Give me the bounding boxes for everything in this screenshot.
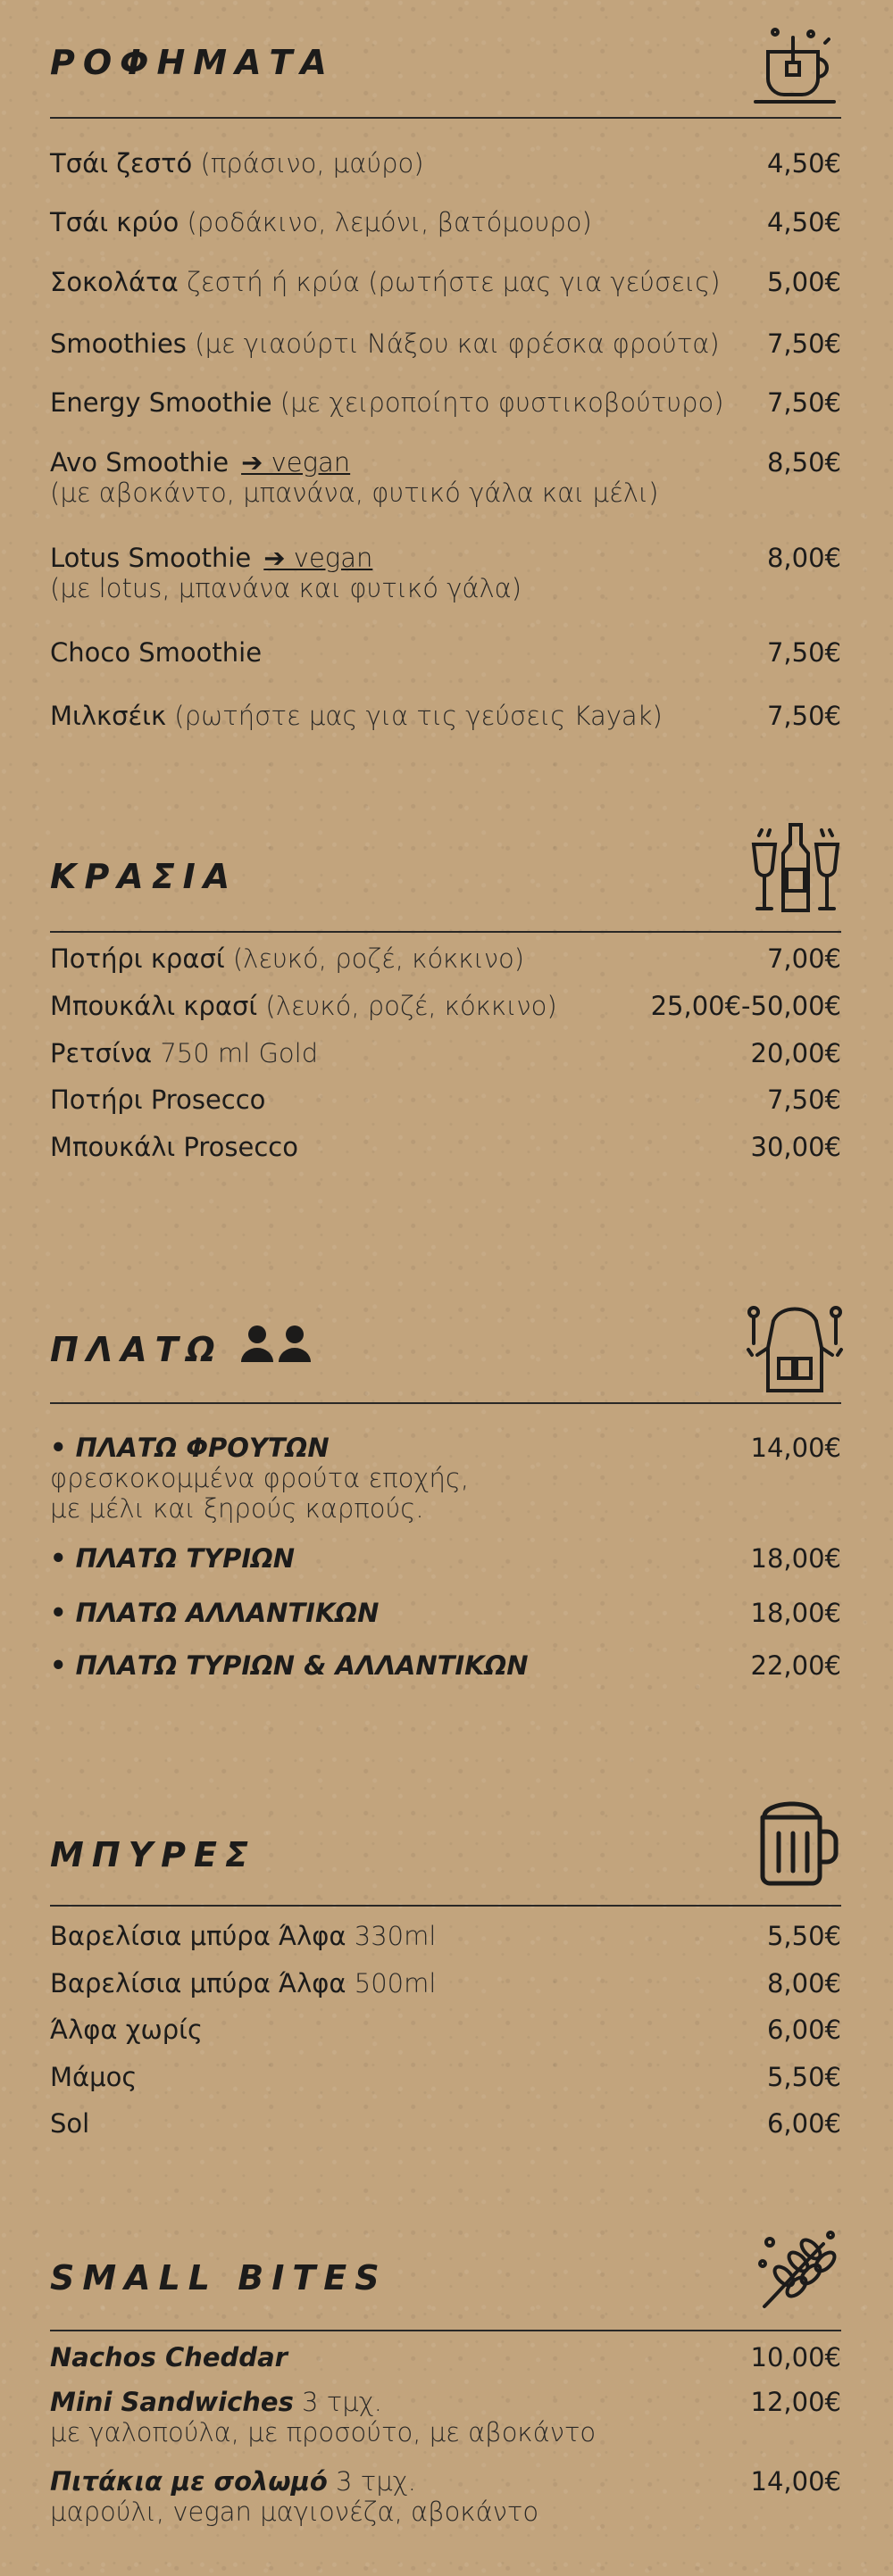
item-price: 8,00€ <box>766 543 841 573</box>
menu-item: Τσάι κρύο (ροδάκινο, λεμόνι, βατόμουρο) 4,50€ <box>50 207 841 237</box>
item-price: 5,50€ <box>766 1921 841 1951</box>
item-price: 4,50€ <box>766 207 841 237</box>
menu-item: Μιλκσέικ (ρωτήστε μας για τις γεύσεις Kayak) 7,50€ <box>50 701 841 731</box>
item-price: 8,50€ <box>766 447 841 478</box>
section-rule <box>50 1905 841 1907</box>
menu-item: Sol 6,00€ <box>50 2108 841 2139</box>
section-rule <box>50 931 841 933</box>
item-price: 5,50€ <box>766 2062 841 2092</box>
menu-item: Avo Smoothie ➔ vegan (με αβοκάντο, μπανάνα, φυτικό γάλα και μέλι) 8,50€ <box>50 447 841 508</box>
menu-item: Σοκολάτα ζεστή ή κρύα (ρωτήστε μας για γεύσεις) 5,00€ <box>50 267 841 297</box>
menu-item: Smoothies (με γιαούρτι Νάξου και φρέσκα φρούτα) 7,50€ <box>50 328 841 359</box>
menu-item: • ΠΛΑΤΩ ΤΥΡΙΩΝ & ΑΛΛΑΝΤΙΚΩΝ 22,00€ <box>50 1650 841 1681</box>
wine-glasses-bottle-icon <box>747 819 845 918</box>
item-price: 7,50€ <box>766 328 841 359</box>
item-price: 6,00€ <box>766 2108 841 2139</box>
tea-cup-icon <box>748 25 841 111</box>
menu-item: Βαρελίσια μπύρα Άλφα 330ml 5,50€ <box>50 1921 841 1951</box>
menu-item: Nachos Cheddar 10,00€ <box>50 2342 841 2372</box>
menu-item: Μπουκάλι κρασί (λευκό, ροζέ, κόκκινο) 25,00€-50,00€ <box>50 991 841 1021</box>
menu-item: Μάμος 5,50€ <box>50 2062 841 2092</box>
item-price: 20,00€ <box>750 1038 841 1068</box>
section-title-platters: ΠΛΑΤΩ <box>50 1330 223 1369</box>
vegan-tag: ➔ vegan <box>263 543 373 573</box>
item-price: 5,00€ <box>766 267 841 297</box>
item-price: 7,00€ <box>766 943 841 974</box>
item-price: 7,50€ <box>766 387 841 418</box>
item-price: 30,00€ <box>750 1132 841 1162</box>
section-rule <box>50 2330 841 2331</box>
menu-item: Ποτήρι Prosecco 7,50€ <box>50 1084 841 1115</box>
section-title-beers: ΜΠΥΡΕΣ <box>50 1835 256 1874</box>
item-price: 12,00€ <box>750 2387 841 2417</box>
item-price: 4,50€ <box>766 148 841 179</box>
menu-item: Ποτήρι κρασί (λευκό, ροζέ, κόκκινο) 7,00€ <box>50 943 841 974</box>
menu-item: • ΠΛΑΤΩ ΑΛΛΑΝΤΙΚΩΝ 18,00€ <box>50 1598 841 1628</box>
wheat-icon <box>752 2224 841 2314</box>
menu-item: Mini Sandwiches 3 τμχ. με γαλοπούλα, με προσούτο, με αβοκάντο 12,00€ <box>50 2387 841 2447</box>
apron-icon <box>745 1303 845 1396</box>
item-price: 7,50€ <box>766 701 841 731</box>
menu-item: Βαρελίσια μπύρα Άλφα 500ml 8,00€ <box>50 1968 841 1998</box>
item-price: 25,00€-50,00€ <box>650 991 841 1021</box>
menu-item: Choco Smoothie 7,50€ <box>50 637 841 668</box>
item-price: 18,00€ <box>750 1543 841 1574</box>
item-price: 10,00€ <box>750 2342 841 2372</box>
vegan-tag: ➔ vegan <box>241 447 351 478</box>
section-title-drinks: ΡΟΦΗΜΑΤΑ <box>50 43 335 82</box>
item-price: 14,00€ <box>750 1433 841 1463</box>
menu-item: Πιτάκια με σολωμό 3 τμχ. μαρούλι, vegan μαγιονέζα, αβοκάντο 14,00€ <box>50 2466 841 2527</box>
item-price: 14,00€ <box>750 2466 841 2497</box>
menu-item: Ρετσίνα 750 ml Gold 20,00€ <box>50 1038 841 1068</box>
menu-item: • ΠΛΑΤΩ ΤΥΡΙΩΝ 18,00€ <box>50 1543 841 1574</box>
item-price: 22,00€ <box>750 1650 841 1681</box>
section-title-bites: SMALL BITES <box>50 2258 388 2298</box>
item-price: 18,00€ <box>750 1598 841 1628</box>
item-price: 7,50€ <box>766 1084 841 1115</box>
menu-item: Energy Smoothie (με χειροποίητο φυστικοβούτυρο) 7,50€ <box>50 387 841 418</box>
menu-item: Τσάι ζεστό (πράσινο, μαύρο) 4,50€ <box>50 148 841 179</box>
section-rule <box>50 1402 841 1404</box>
menu-item: Άλφα χωρίς 6,00€ <box>50 2015 841 2045</box>
menu-item: • ΠΛΑΤΩ ΦΡΟΥΤΩΝ φρεσκοκομμένα φρούτα εποχής, με μέλι και ξηρούς καρπούς. 14,00€ <box>50 1433 841 1524</box>
two-persons-icon <box>239 1325 316 1364</box>
beer-mug-icon <box>752 1796 841 1889</box>
item-price: 6,00€ <box>766 2015 841 2045</box>
section-title-wines: ΚΡΑΣΙΑ <box>50 857 238 896</box>
menu-item: Lotus Smoothie ➔ vegan (με lotus, μπανάνα και φυτικό γάλα) 8,00€ <box>50 543 841 603</box>
section-rule <box>50 117 841 119</box>
menu-item: Μπουκάλι Prosecco 30,00€ <box>50 1132 841 1162</box>
item-price: 8,00€ <box>766 1968 841 1998</box>
item-price: 7,50€ <box>766 637 841 668</box>
